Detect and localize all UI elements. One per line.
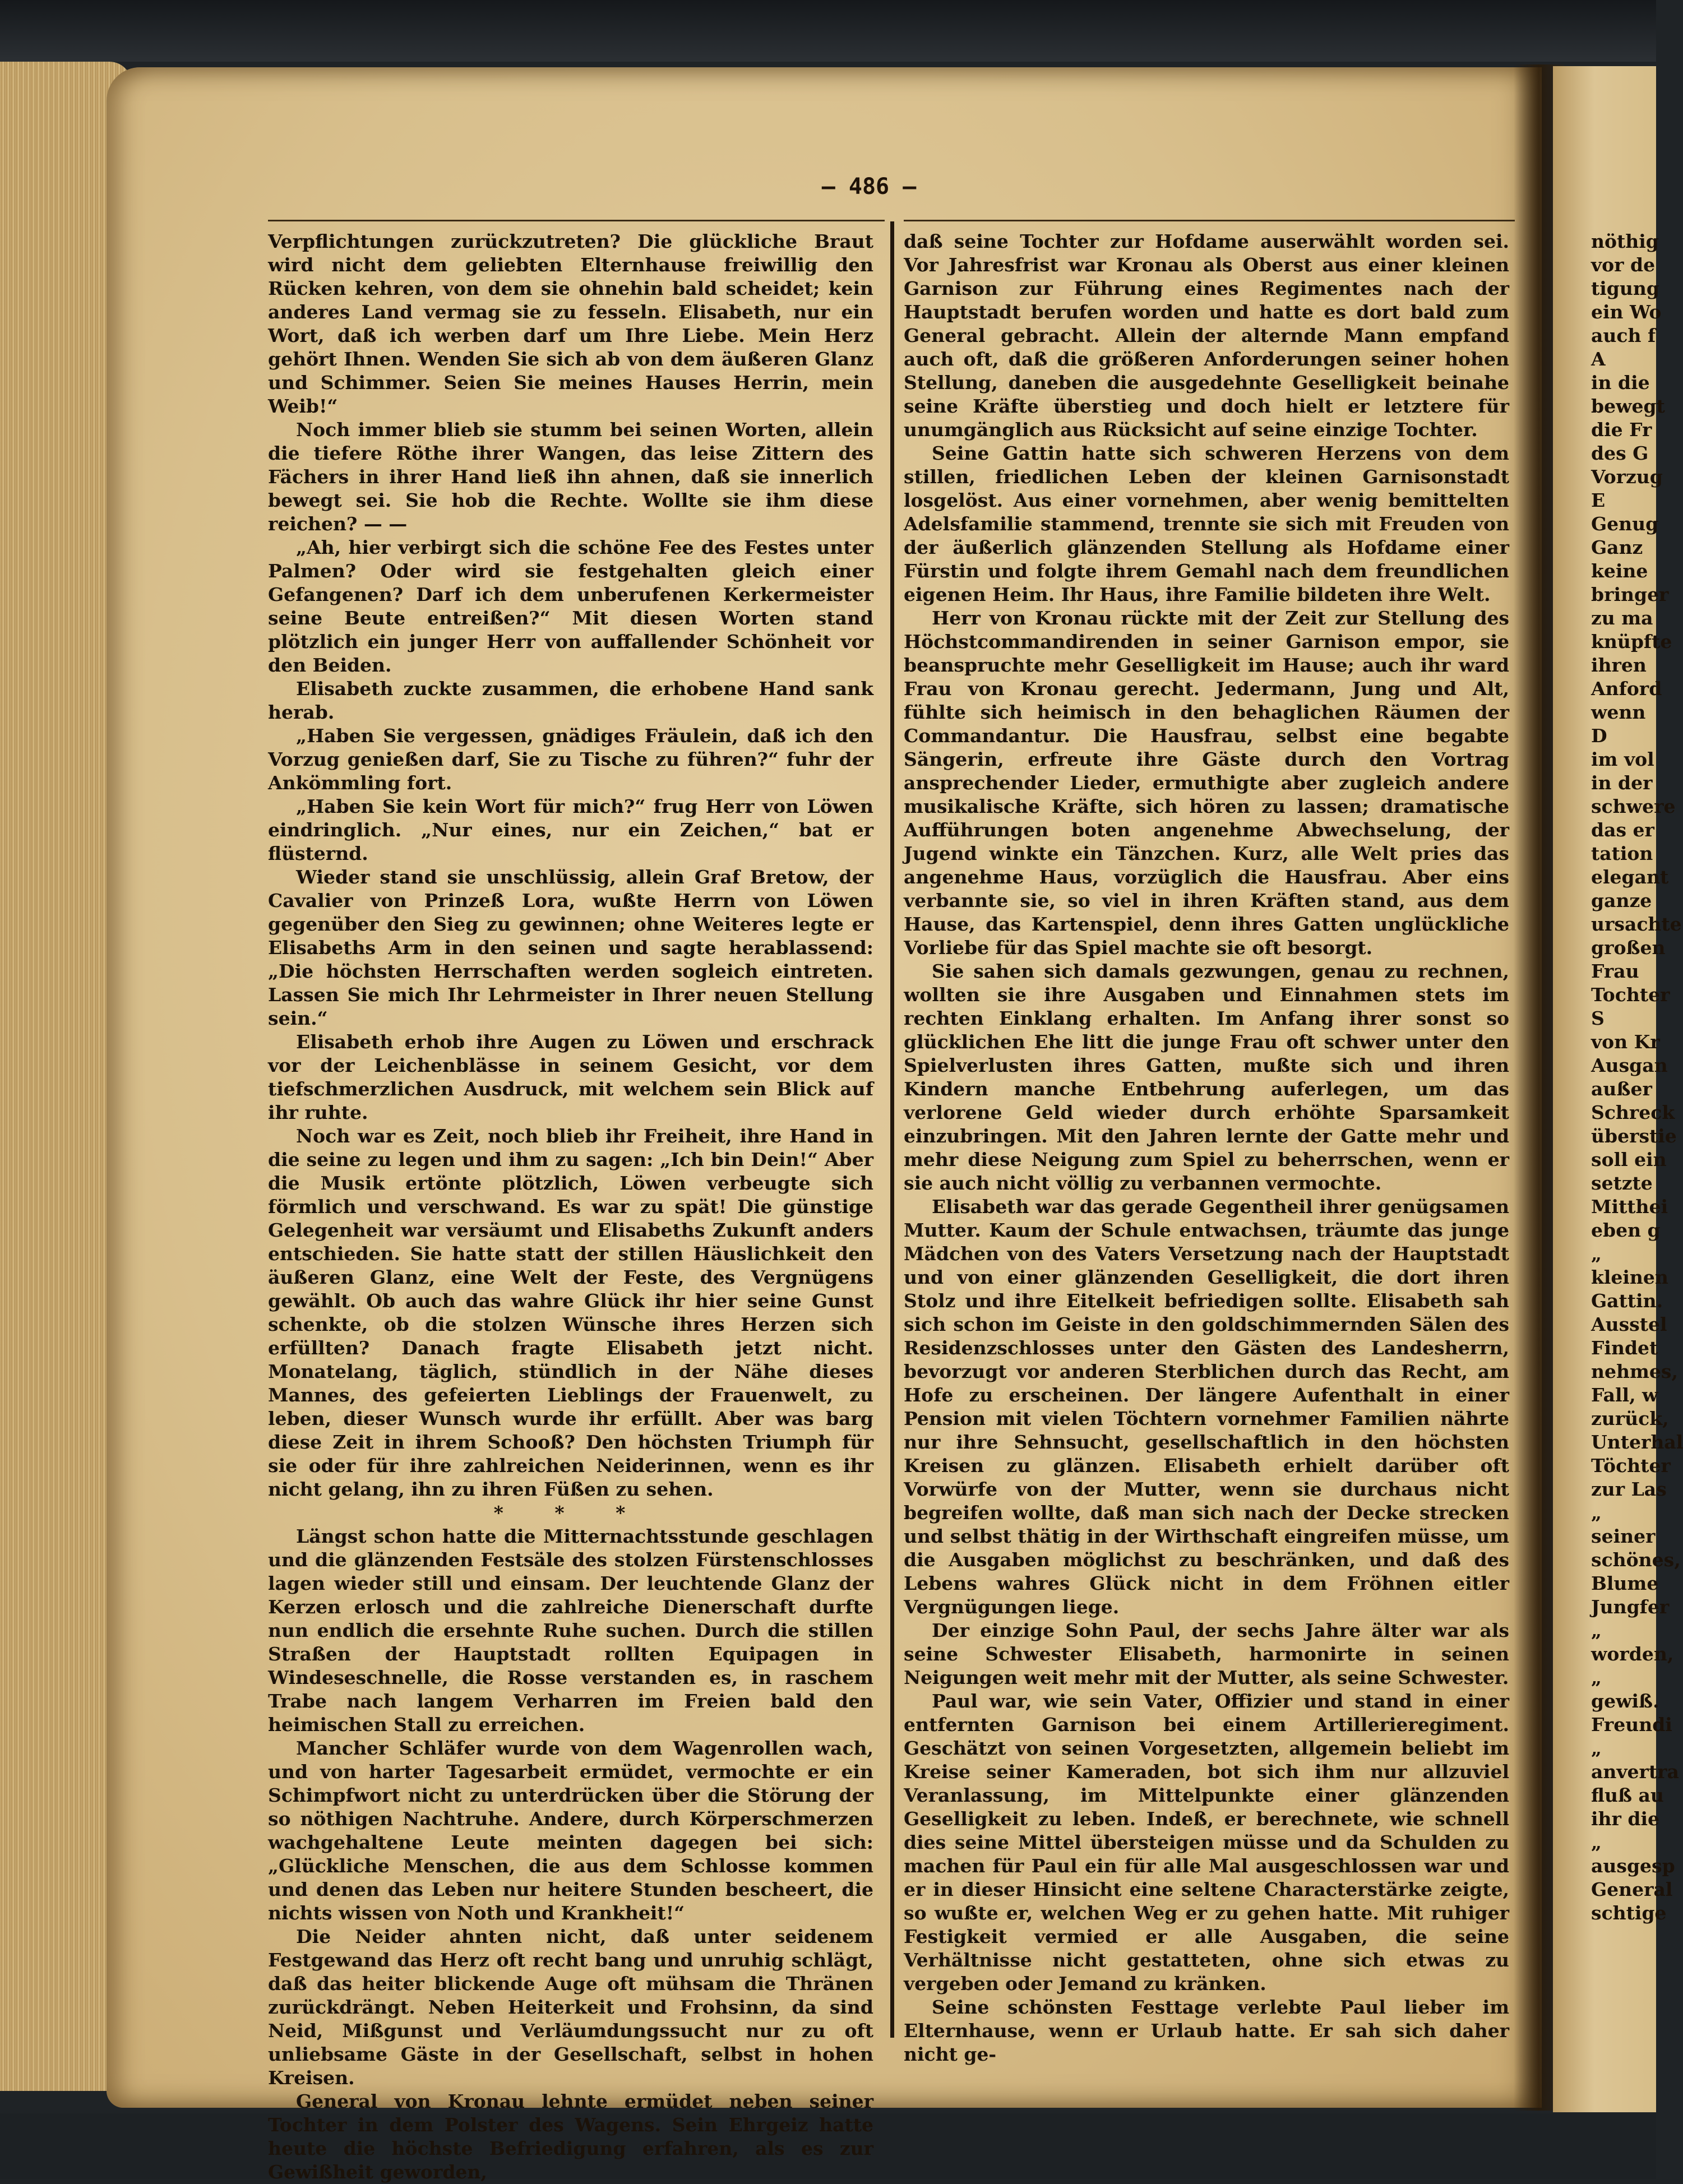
paragraph: Noch war es Zeit, noch blieb ihr Freiheit, ihre Hand in die seine zu legen und ihm zu sagen: „Ich bin Dein!“ Aber die Musik ertönte plötzlich, Löwen verbeugte sich förmlich und verschwand. Es war zu spät! Die günstige Gelegenheit war versäumt und Elisabeths Zukunft anders entschieden. Sie hatte statt der stillen Häuslichkeit den äußeren Glanz, eine Welt der Feste, des Vergnügens gewählt. Ob auch das wahre Glück ihr hier seine Gunst schenkte, ob die stolzen Wünsche ihres Herzen sich erfüllten? Danach fragte Elisabeth jetzt nicht. Monatelang, täglich, stündlich in der Nähe dieses Mannes, des gefeierten Lieblings der Frauenwelt, zu leben, dieser Wunsch wurde ihr erfüllt. Aber was barg diese Zeit in ihrem Schooß? Den höchsten Triumph für sie oder für ihre zahlreichen Neiderinnen, wenn es ihr nicht gelang, ihn zu ihren Füßen zu sehen. [268, 1125, 873, 1500]
paragraph: Paul war, wie sein Vater, Offizier und stand in einer entfernten Garnison bei einem Artillerieregiment. Geschätzt von seinen Vorgesetzten, allgemein beliebt im Kreise seiner Kameraden, bot sich ihm nur allzuviel Veranlassung, im Mittelpunkte einer glänzenden Geselligkeit zu leben. Indeß, er berechnete, wie schnell dies seine Mittel übersteigen müsse und da Schulden zu machen für Paul ein für alle Mal ausgeschlossen war und er in dieser Hinsicht eine seltene Characterstärke zeigte, so wußte er, welchen Weg er zu gehen hatte. Mit ruhiger Festigkeit vermied er alle Ausgaben, die seine Verhältnisse nicht gestatteten, ohne sich etwas zu vergeben oder Jemand zu kränken. [904, 1690, 1509, 1995]
fragment-line: soll ein [1591, 1149, 1667, 1170]
fragment-line: nehmes, [1591, 1361, 1678, 1382]
paragraph: daß seine Tochter zur Hofdame auserwählt worden sei. Vor Jahresfrist war Kronau als Oberst aus einer kleinen Garnison zur Führung eines Regimentes nach der Hauptstadt berufen worden und hatte es dort bald zum General gebracht. Allein der alternde Mann empfand auch oft, daß die größeren Anforderungen seiner hohen Stellung, daneben die ausgedehnte Geselligkeit beinahe seine Kräfte überstieg und doch hielt er letztere für unumgänglich aus Rücksicht auf seine einzige Tochter. [904, 230, 1509, 441]
paragraph: Elisabeth zuckte zusammen, die erhobene Hand sank herab. [268, 678, 873, 723]
fragment-line: schönes, [1591, 1549, 1681, 1571]
fragment-line: anvertra [1591, 1761, 1679, 1783]
fragment-line: gewiß. [1591, 1690, 1659, 1712]
fragment-line: S [1591, 1007, 1605, 1029]
fragment-line: nöthig [1591, 230, 1659, 252]
fragment-line: zu ma [1591, 607, 1653, 629]
fragment-line: ihr die [1591, 1808, 1660, 1830]
scan-background-top [0, 0, 1656, 62]
fragment-line: kleinen [1591, 1266, 1668, 1288]
fragment-line: keine [1591, 560, 1648, 582]
fragment-line: bringer [1591, 584, 1669, 605]
fragment-line: Unterhal [1591, 1431, 1683, 1453]
fragment-line: Freundi [1591, 1714, 1672, 1736]
text-column-left [268, 230, 873, 2183]
paragraph: Wieder stand sie unschlüssig, allein Graf Bretow, der Cavalier von Prinzeß Lora, wußte Herrn von Löwen gegenüber den Sieg zu gewinnen; ohne Weiteres legte er Elisabeths Arm in den seinen und sagte herablassend: „Die höchsten Herrschaften werden sogleich eintreten. Lassen Sie mich Ihr Lehrmeister in Ihrer neuen Stellung sein.“ [268, 866, 873, 1029]
fragment-line: vor de [1591, 254, 1656, 276]
fragment-line: im vol [1591, 748, 1654, 770]
fragment-line: Tochter [1591, 984, 1670, 1006]
fragment-line: von Kr [1591, 1031, 1660, 1053]
paragraph: Seine Gattin hatte sich schweren Herzens von dem stillen, friedlichen Leben der kleinen Garnisonstadt losgelöst. Aus einer vornehmen, aber wenig bemittelten Adelsfamilie stammend, trennte sie sich mit Freuden von der äußerlich glänzenden Stellung als Hofdame einer Fürstin und folgte ihrem Gemahl nach dem freundlichen eigenen Heim. Ihr Haus, ihre Familie bildeten ihre Welt. [904, 442, 1509, 605]
fragment-line: Mitthei [1591, 1196, 1668, 1218]
fragment-line: überstie [1591, 1125, 1677, 1147]
paragraph: Verpflichtungen zurückzutreten? Die glückliche Braut wird nicht dem geliebten Elternhause freiwillig den Rücken kehren, von dem sie ohnehin bald scheidet; kein anderes Land vermag sie zu fesseln. Elisabeth, nur ein Wort, daß ich werben darf um Ihre Liebe. Mein Herz gehört Ihnen. Wenden Sie sich ab von dem äußeren Glanz und Schimmer. Seien Sie meines Hauses Herrin, mein Weib!“ [268, 230, 873, 417]
fragment-line: „ [1591, 1667, 1602, 1688]
fragment-line: „ [1591, 1243, 1602, 1265]
fragment-line: zurück, [1591, 1408, 1669, 1429]
fragment-line: Ausstel [1591, 1313, 1667, 1335]
fragment-line: setzte [1591, 1172, 1653, 1194]
fragment-line: Schreck [1591, 1102, 1675, 1123]
fragment-line: bewegt [1591, 395, 1665, 417]
text-column-right-fragment [1591, 230, 1683, 2040]
fragment-line: des G [1591, 442, 1649, 464]
paragraph: Elisabeth war das gerade Gegentheil ihrer genügsamen Mutter. Kaum der Schule entwachsen, träumte das junge Mädchen von des Vaters Versetzung nach der Hauptstadt und von einer glänzenden Geselligkeit, die dort ihren Stolz und ihre Eitelkeit befriedigen sollte. Elisabeth sah sich schon im Geiste in den goldschimmernden Sälen des Residenzschlosses unter den Gästen des Landesherrn, bevorzugt vor anderen Sterblichen durch das Recht, am Hofe zu erscheinen. Der längere Aufenthalt in einer Pension mit vielen Töchtern vornehmer Familien nährte nur ihre Sehnsucht, gesellschaftlich in den höchsten Kreisen zu glänzen. Elisabeth erhielt darüber oft Vorwürfe von der Mutter, wenn sie durchaus nicht begreifen wollte, daß man sich nach der Decke strecken und selbst thätig in der Wirthschaft eingreifen müsse, um die Ausgaben möglichst zu beschränken, und daß des Lebens wahres Glück nicht in dem Fröhnen eitler Vergnügungen liege. [904, 1196, 1509, 1618]
fragment-line: zur Las [1591, 1478, 1667, 1500]
fragment-line: schtige [1591, 1902, 1667, 1924]
fragment-line: ihren [1591, 654, 1647, 676]
fragment-line: die Fr [1591, 419, 1652, 441]
fragment-line: ganze [1591, 890, 1652, 911]
section-separator: * * * [493, 1502, 648, 1524]
fragment-line: E [1591, 489, 1606, 511]
fragment-line: Blume [1591, 1572, 1659, 1594]
header-rule-left [268, 220, 885, 221]
fragment-line: Vorzug [1591, 466, 1663, 488]
paragraph: Seine schönsten Festtage verlebte Paul lieber im Elternhause, wenn er Urlaub hatte. Er sah sich daher nicht ge- [904, 1996, 1509, 2065]
fragment-line: wenn [1591, 701, 1646, 723]
fragment-line: schwere [1591, 795, 1676, 817]
fragment-line: Genug [1591, 513, 1659, 535]
fragment-line: großen [1591, 937, 1666, 959]
paragraph: Mancher Schläfer wurde von dem Wagenrollen wach, und von harter Tagesarbeit ermüdet, vermochte er ein Schimpfwort nicht zu unterdrücken über die Störung der so nöthigen Nachtruhe. Andere, durch Körperschmerzen wachgehaltene Leute meinten dagegen bei sich: „Glückliche Menschen, die aus dem Schlosse kommen und denen das Leben nur heitere Stunden bescheert, die nichts wissen von Noth und Krankheit!“ [268, 1737, 873, 1924]
fragment-line: „ [1591, 1831, 1602, 1853]
fragment-line: Ganz [1591, 536, 1643, 558]
fragment-line: „ [1591, 1502, 1602, 1524]
fragment-line: Findet [1591, 1337, 1658, 1359]
fragment-line: außer [1591, 1078, 1652, 1100]
fragment-line: das er [1591, 819, 1654, 841]
paragraph: „Ah, hier verbirgt sich die schöne Fee des Festes unter Palmen? Oder wird sie festgehalten gleich einer Gefangenen? Darf ich dem unberufenen Kerkermeister seine Beute entreißen?“ Mit diesen Worten stand plötzlich ein junger Herr von auffallender Schönheit vor den Beiden. [268, 536, 873, 676]
fragment-line: elegant [1591, 866, 1669, 888]
fragment-line: worden, [1591, 1643, 1674, 1665]
paragraph: General von Kronau lehnte ermüdet neben seiner Tochter in dem Polster des Wagens. Sein Ehrgeiz hatte heute die höchste Befriedigung erfahren, als es zur Gewißheit geworden, [268, 2090, 873, 2183]
fragment-line: „ [1591, 1620, 1602, 1641]
fragment-line: Töchter [1591, 1455, 1671, 1477]
fragment-line: „ [1591, 1737, 1602, 1759]
column-divider [890, 221, 894, 2038]
fragment-line: eben g [1591, 1219, 1661, 1241]
fragment-line: knüpfte [1591, 631, 1672, 653]
fragment-line: in die [1591, 372, 1650, 394]
fragment-line: in der [1591, 772, 1653, 794]
page-number: — 486 — [821, 174, 917, 200]
fragment-line: A [1591, 348, 1606, 370]
fragment-line: Ausgan [1591, 1054, 1668, 1076]
fragment-line: tigung [1591, 277, 1659, 299]
fragment-line: ein Wo [1591, 301, 1662, 323]
fragment-line: seiner [1591, 1525, 1656, 1547]
fragment-line: Fall, w [1591, 1384, 1658, 1406]
fragment-line: Jungfer [1591, 1596, 1670, 1618]
header-rule-middle [904, 220, 1515, 221]
fragment-line: fluß au [1591, 1784, 1664, 1806]
fragment-line: Frau [1591, 960, 1639, 982]
paragraph: Herr von Kronau rückte mit der Zeit zur Stellung des Höchstcommandirenden in seiner Garnison empor, sie beanspruchte mehr Geselligkeit im Hause; auch ihr ward Frau von Kronau gerecht. Jedermann, Jung und Alt, fühlte sich heimisch in den behaglichen Räumen der Commandantur. Die Hausfrau, selbst eine begabte Sängerin, erfreute ihre Gäste durch den Vortrag ansprechender Lieder, ermuthigte aber zugleich andere musikalische Kräfte, sich hören zu lassen; dramatische Aufführungen boten angenehme Abwechselung, der Jugend winkte ein Tänzchen. Kurz, alle Welt pries das angenehme Haus, vorzüglich die Hausfrau. Aber eins verbannte sie, so viel in ihren Kräften stand, aus dem Hause, das Kartenspiel, denn ihres Gatten unglückliche Vorliebe für das Spiel machte sie oft besorgt. [904, 607, 1509, 959]
fragment-line: ursachte [1591, 913, 1682, 935]
paragraph: „Haben Sie vergessen, gnädiges Fräulein, daß ich den Vorzug genießen darf, Sie zu Tische zu führen?“ fuhr der Ankömmling fort. [268, 725, 873, 794]
fragment-line: Gattin. [1591, 1290, 1663, 1312]
paragraph: Längst schon hatte die Mitternachtsstunde geschlagen und die glänzenden Festsäle des stolzen Fürstenschlosses lagen wieder still und einsam. Der leuchtende Glanz der Kerzen erlosch und die zahlreiche Dienerschaft durfte nun endlich die ersehnte Ruhe suchen. Durch die stillen Straßen der Hauptstadt rollten Equipagen in Windeseschnelle, die Rosse verstanden es, in raschem Trabe nach langem Verharren im Freien bald den heimischen Stall zu erreichen. [268, 1525, 873, 1736]
paragraph: Noch immer blieb sie stumm bei seinen Worten, allein die tiefere Röthe ihrer Wangen, das leise Zittern des Fächers in ihrer Hand ließ ihn ahnen, daß sie innerlich bewegt sei. Sie hob die Rechte. Wollte sie ihm diese reichen? — — [268, 419, 873, 535]
paragraph: „Haben Sie kein Wort für mich?“ frug Herr von Löwen eindringlich. „Nur eines, nur ein Zeichen,“ bat er flüsternd. [268, 795, 873, 864]
paragraph: Elisabeth erhob ihre Augen zu Löwen und erschrack vor der Leichenblässe in seinem Gesicht, vor dem tiefschmerzlichen Ausdruck, mit welchem sein Blick auf ihr ruhte. [268, 1031, 873, 1123]
fragment-line: auch f [1591, 325, 1656, 346]
fragment-line: tation [1591, 843, 1653, 864]
paragraph: Der einzige Sohn Paul, der sechs Jahre älter war als seine Schwester Elisabeth, harmonirte in seinen Neigungen weit mehr mit der Mutter, als seine Schwester. [904, 1620, 1509, 1688]
fragment-line: D [1591, 725, 1607, 747]
fragment-line: ausgesp [1591, 1855, 1675, 1877]
paragraph: Die Neider ahnten nicht, daß unter seidenem Festgewand das Herz oft recht bang und unruhig schlägt, daß das heiter blickende Auge oft mühsam die Thränen zurückdrängt. Neben Heiterkeit und Frohsinn, da sind Neid, Mißgunst und Verläumdungssucht nur zu oft unliebsame Gäste in der Gesellschaft, selbst in hohen Kreisen. [268, 1926, 873, 2089]
fragment-line: General [1591, 1878, 1673, 1900]
text-column-middle [904, 230, 1509, 2065]
paragraph: Sie sahen sich damals gezwungen, genau zu rechnen, wollten sie ihre Ausgaben und Einnahmen stets im rechten Einklang erhalten. Im Anfang ihrer sonst so glücklichen Ehe litt die junge Frau oft schwer unter den Spielverlusten ihres Gatten, mußte sich und ihren Kindern manche Entbehrung auferlegen, um das verlorene Geld wieder durch erhöhte Sparsamkeit einzubringen. Mit den Jahren lernte der Gatte mehr und mehr diese Neigung zum Spiel zu beherrschen, wenn er sie auch nicht völlig zu verbannen vermochte. [904, 960, 1509, 1194]
fragment-line: Anford [1591, 678, 1662, 700]
